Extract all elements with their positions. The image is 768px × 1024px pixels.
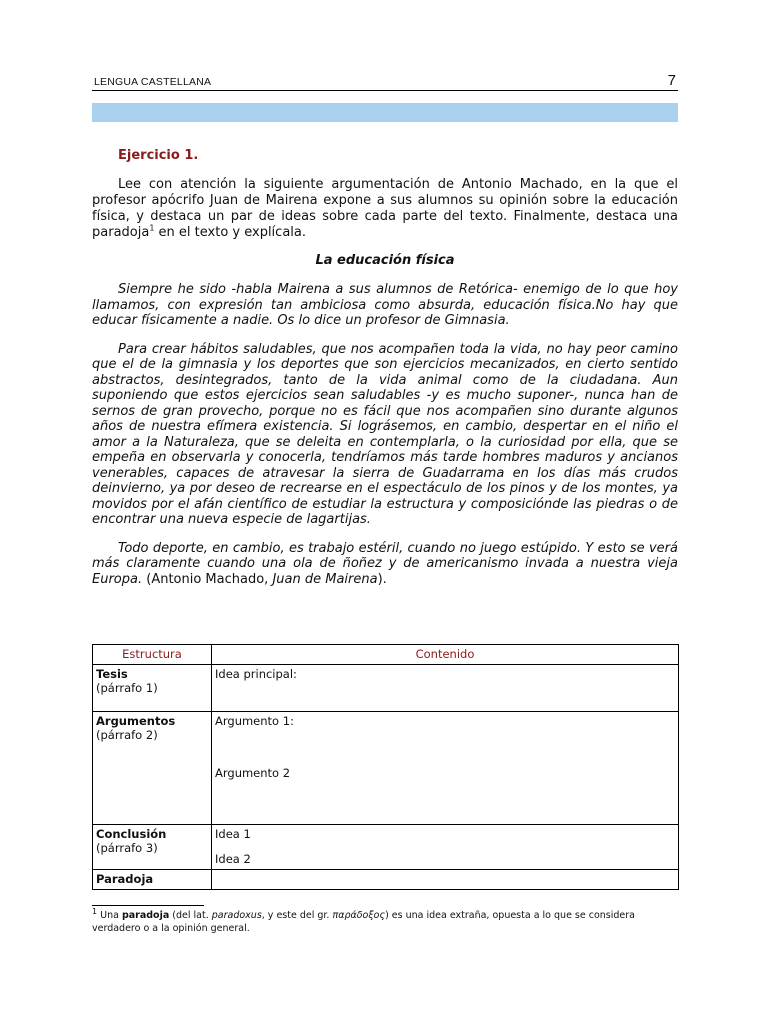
citation-work: Juan de Mairena — [272, 571, 378, 587]
instructions-end: en el texto y explícala. — [154, 225, 306, 240]
table-row-paradoja — [93, 870, 679, 890]
content-line: Argumento 1: — [215, 714, 294, 728]
conclusion-content-cell[interactable] — [212, 825, 679, 870]
header-contenido: Contenido — [212, 645, 679, 665]
subject-label: LENGUA CASTELLANA — [94, 76, 212, 88]
structure-table — [92, 644, 679, 890]
row-label: Conclusión — [96, 827, 167, 841]
row-sublabel: (párrafo 3) — [96, 841, 158, 855]
quote-paragraph-3 — [92, 541, 678, 588]
row-label: Argumentos — [96, 714, 176, 728]
row-label: Tesis — [96, 667, 128, 681]
row-label-cell — [93, 825, 212, 870]
row-label-cell — [93, 665, 212, 712]
row-label-cell — [93, 712, 212, 825]
citation-open: (Antonio Machado, — [142, 571, 273, 587]
quote-paragraph-1: Siempre he sido -habla Mairena a sus alumnos de Retórica- enemigo de lo que hoy llamamos, con expresión tan ambiciosa como absurda, educación física.No hay que educar físicamente a nadie. Os lo dice un profesor de Gimnasia. — [92, 282, 678, 328]
text-title: La educación física — [315, 253, 455, 268]
tesis-content-cell[interactable] — [212, 665, 679, 712]
argumentos-content-cell[interactable] — [212, 712, 679, 825]
footnote-latin: paradoxus — [211, 910, 262, 921]
quote-paragraph-3-text: Todo deporte, en cambio, es trabajo estéril, cuando no juego estúpido. Y esto se verá más claramente cuando una ola de ñoñez y de americanismo invada a nuestra vieja Europa. — [92, 540, 678, 587]
footnote-marker: 1 — [92, 906, 98, 916]
footnote-term: paradoja — [121, 910, 170, 921]
quote-paragraph-2: Para crear hábitos saludables, que nos acompañen toda la vida, no hay peor camino que el de la gimnasia y los deportes que son ejercicios mecanizados, en cierto sentido abstractos, desintegrados, tanto de la vida animal como de la ciudadana. Aun suponiendo que estos ejercicios sean saludables -y es mucho suponer-, nunca han de sernos de gran provecho, porque no es fácil que nos acompañen sino durante algunos años de nuestra efímera existencia. Si lográsemos, en cambio, despertar en el niño el amor a la Naturaleza, que se deleita en contemplarla, o la curiosidad por ella, que se empeña en observarla y conocerla, tendríamos más tarde hombres maduros y ancianos venerables, capaces de atravesar la sierra de Guadarrama en los días más crudos deinvierno, ya por deseo de recrearse en el espectáculo de los pinos y de los montes, ya movidos por el afán científico de estudiar la estructura y composiciónde las piedras o de encontrar una nueva especie de lagartijas. — [92, 341, 678, 527]
main-content — [92, 148, 678, 600]
table-header-row — [93, 645, 679, 665]
table-row-conclusion — [93, 825, 679, 870]
exercise-instructions — [92, 177, 678, 241]
page-number: 7 — [667, 72, 676, 89]
content-line: Idea 2 — [215, 852, 251, 866]
footnote — [92, 906, 678, 935]
paradoja-content-cell[interactable] — [212, 870, 679, 890]
header-estructura: Estructura — [93, 645, 212, 665]
page-header — [92, 70, 678, 91]
table-row-tesis — [93, 665, 679, 712]
footnote-ref: 1 — [149, 223, 155, 233]
content-line: Idea principal: — [215, 667, 297, 681]
citation-close: ). — [377, 571, 387, 587]
footnote-divider — [92, 905, 204, 906]
section-banner — [92, 103, 678, 122]
footnote-text: (del lat. — [169, 910, 212, 921]
instructions-text: Lee con atención la siguiente argumentación de Antonio Machado, en la que el profesor apócrifo Juan de Mairena expone a sus alumnos su opinión sobre la educación física, y destaca un par de ideas sobre cada parte del texto. Finalmente, destaca una paradoja — [92, 177, 678, 240]
content-line: Idea 1 — [215, 827, 251, 841]
footnote-text: Una — [97, 910, 122, 921]
table-row-argumentos — [93, 712, 679, 825]
row-label-cell — [93, 870, 212, 890]
footnote-greek: παράδοξος — [332, 910, 386, 921]
footnote-text: ) es una idea extraña, opuesta a lo que se considera verdadero o a la opinión general. — [92, 910, 635, 934]
row-sublabel: (párrafo 2) — [96, 728, 158, 742]
exercise-title: Ejercicio 1. — [118, 148, 199, 163]
row-label: Paradoja — [96, 872, 154, 886]
row-sublabel: (párrafo 1) — [96, 681, 158, 695]
footnote-text: , y este del gr. — [261, 910, 333, 921]
content-line: Argumento 2 — [215, 766, 291, 780]
